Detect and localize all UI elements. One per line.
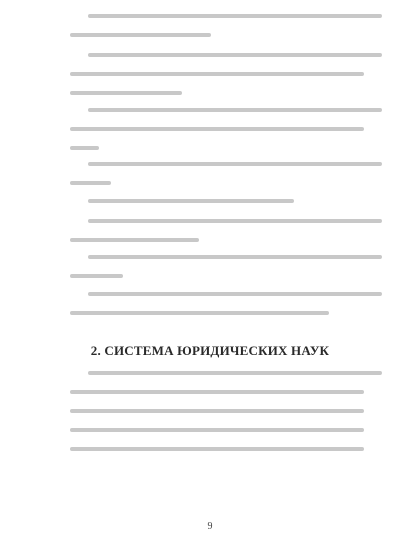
list-item-4 [88, 199, 382, 218]
list-item-7 [88, 292, 382, 330]
list-item-1 [88, 53, 382, 110]
list-item-3 [88, 162, 382, 200]
paragraph-1 [88, 14, 382, 52]
section-heading: 2. СИСТЕМА ЮРИДИЧЕСКИХ НАУК [90, 343, 330, 358]
page-number: 9 [207, 521, 213, 532]
list-item-6 [88, 255, 382, 293]
list-item-5 [88, 219, 382, 257]
paragraph-2 [88, 371, 382, 466]
list-item-2 [88, 108, 382, 165]
